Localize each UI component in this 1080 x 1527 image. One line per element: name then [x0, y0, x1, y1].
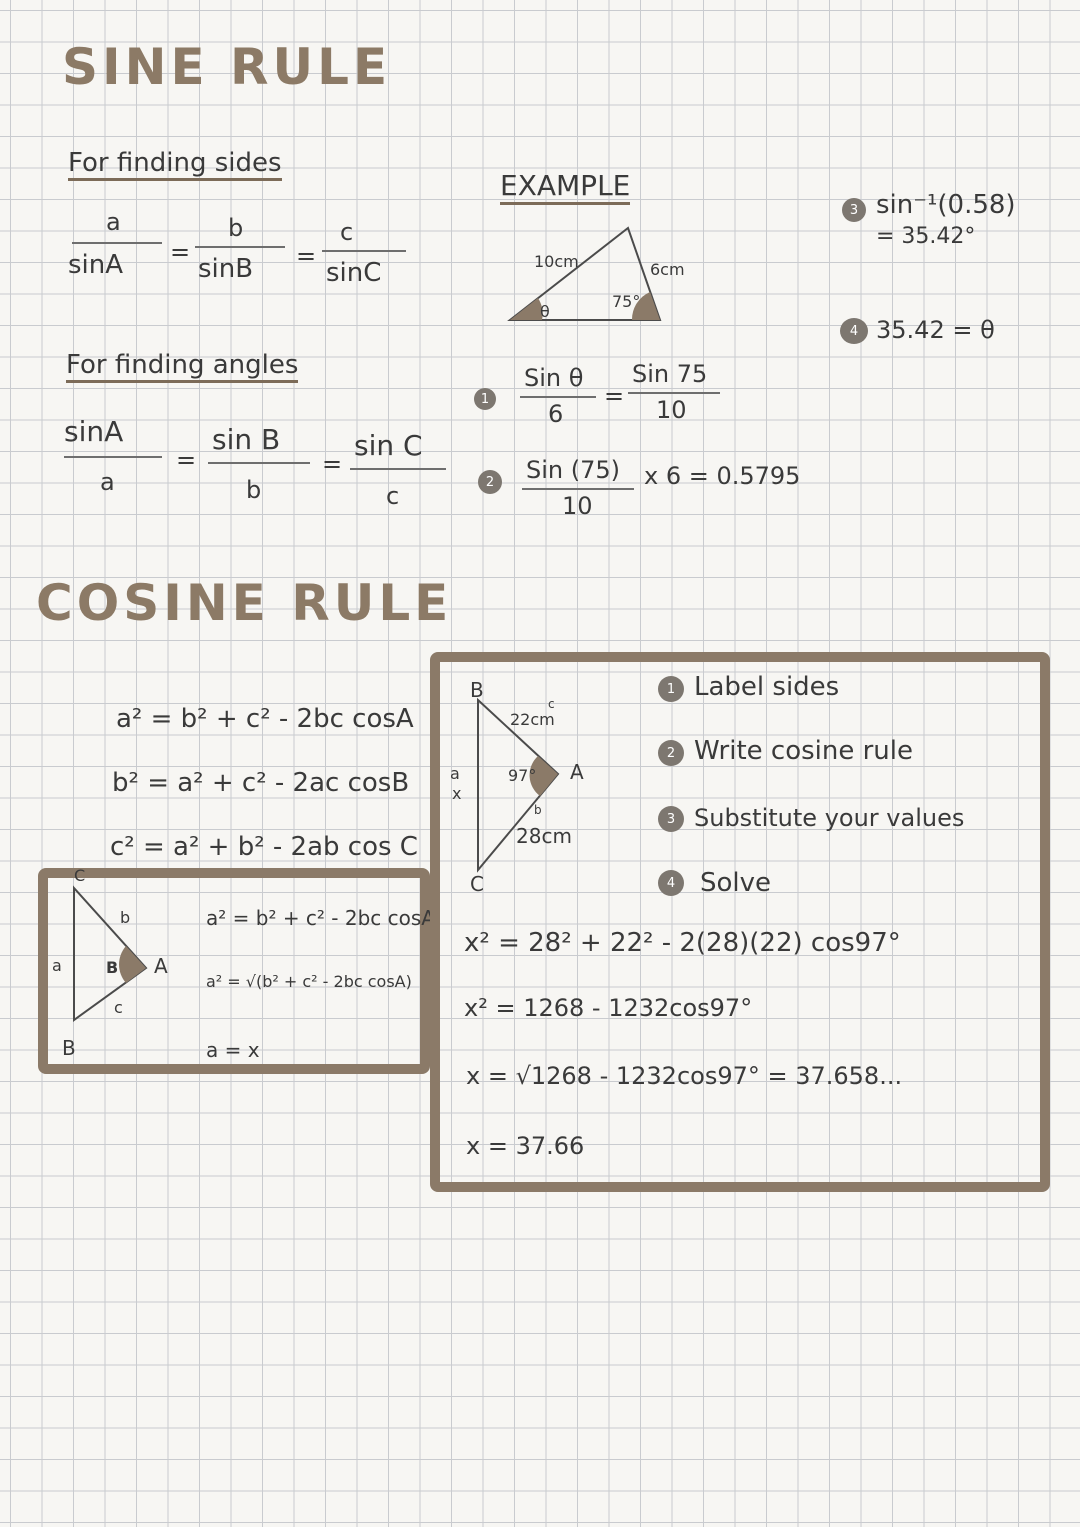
worked-vertex-c: C — [470, 872, 484, 896]
notebook-page: SINE RULE For finding sides a sinA = b sinB = c sinC For finding angles sinA a = sin B b = sin C c EXAMPLE 10cm 6cm θ 75° 1 Sin θ 6 = Sin 75 10 2 Sin (75) 10 x 6 = 0.5795 3 sin⁻¹(0.58) = 35.42° 4 35.42 = θ COSINE RULE a² = b² + c² - 2bc cosA b² = a² + c² - 2ac cosB c² = a² + b² - 2ab cos C C B A a b c B a² = b² + c² - 2bc cosA a² = √(b² + c² - 2bc cosA) a = x B A C 22cm c b 28cm 97° a x 1 Label sides 2 Write cosine rule 3 Substitute your values 4 Solve x² = 28² + 22² - 2(28)(22) cos97° x² = 1268 - 1232cos97° x = √1268 - 1232cos97° = 37.658... x = 37.66 — [0, 0, 1080, 1527]
worked-eq1: x² = 28² + 22² - 2(28)(22) cos97° — [464, 928, 901, 958]
step3-badge: 3 — [842, 198, 866, 222]
worked-step4-badge: 4 — [658, 870, 684, 896]
step2-badge: 2 — [478, 470, 502, 494]
worked-step3-text: Substitute your values — [694, 804, 965, 832]
worked-angle: 97° — [508, 766, 537, 785]
small-box-line3: a = x — [206, 1038, 260, 1062]
step4-text: 35.42 = θ — [876, 316, 995, 344]
worked-step1-badge: 1 — [658, 676, 684, 702]
worked-side-top-sup: c — [548, 697, 555, 711]
example-side-right: 6cm — [650, 260, 685, 279]
small-box-line2: a² = √(b² + c² - 2bc cosA) — [206, 972, 412, 991]
cosine-rule-title: COSINE RULE — [36, 574, 453, 632]
example-side-left: 10cm — [534, 252, 579, 271]
angles-heading: For finding angles — [66, 352, 298, 383]
step4-badge: 4 — [840, 318, 868, 344]
worked-step4-text: Solve — [700, 868, 772, 898]
cosine-formula-b: b² = a² + c² - 2ac cosB — [112, 768, 410, 798]
worked-eq2: x² = 1268 - 1232cos97° — [464, 994, 753, 1022]
worked-side-left-a: a — [450, 764, 460, 783]
step3-line2: = 35.42° — [876, 224, 976, 249]
small-side-c: c — [114, 998, 123, 1017]
worked-eq3: x = √1268 - 1232cos97° = 37.658... — [466, 1062, 903, 1090]
small-vertex-a: A — [154, 954, 168, 978]
step1-badge: 1 — [474, 388, 496, 410]
cosine-formula-a: a² = b² + c² - 2bc cosA — [116, 704, 414, 734]
worked-side-bottom: 28cm — [516, 824, 572, 848]
worked-side-left-x: x — [452, 784, 462, 803]
small-box-line1: a² = b² + c² - 2bc cosA — [206, 906, 435, 930]
small-vertex-b: B — [62, 1036, 76, 1060]
example-triangle — [500, 222, 670, 332]
small-inner-b: B — [106, 958, 119, 977]
small-side-a: a — [52, 956, 62, 975]
small-side-b: b — [120, 908, 131, 927]
example-angle-75: 75° — [612, 292, 641, 311]
cosine-formula-c: c² = a² + b² - 2ab cos C — [110, 832, 418, 862]
worked-step2-text: Write cosine rule — [694, 736, 914, 766]
worked-side-top: 22cm — [510, 710, 555, 729]
step3-line1: sin⁻¹(0.58) — [876, 190, 1016, 220]
worked-side-bottom-sup: b — [534, 803, 542, 817]
worked-vertex-a: A — [570, 760, 584, 784]
example-angle-theta: θ — [540, 302, 550, 321]
sine-rule-title: SINE RULE — [62, 38, 392, 96]
worked-step3-badge: 3 — [658, 806, 684, 832]
worked-eq4: x = 37.66 — [466, 1132, 585, 1160]
sides-heading: For finding sides — [68, 150, 282, 181]
small-vertex-c: C — [74, 866, 86, 885]
worked-vertex-b: B — [470, 678, 484, 702]
example-title: EXAMPLE — [500, 172, 630, 205]
worked-step2-badge: 2 — [658, 740, 684, 766]
worked-step1-text: Label sides — [694, 672, 840, 702]
